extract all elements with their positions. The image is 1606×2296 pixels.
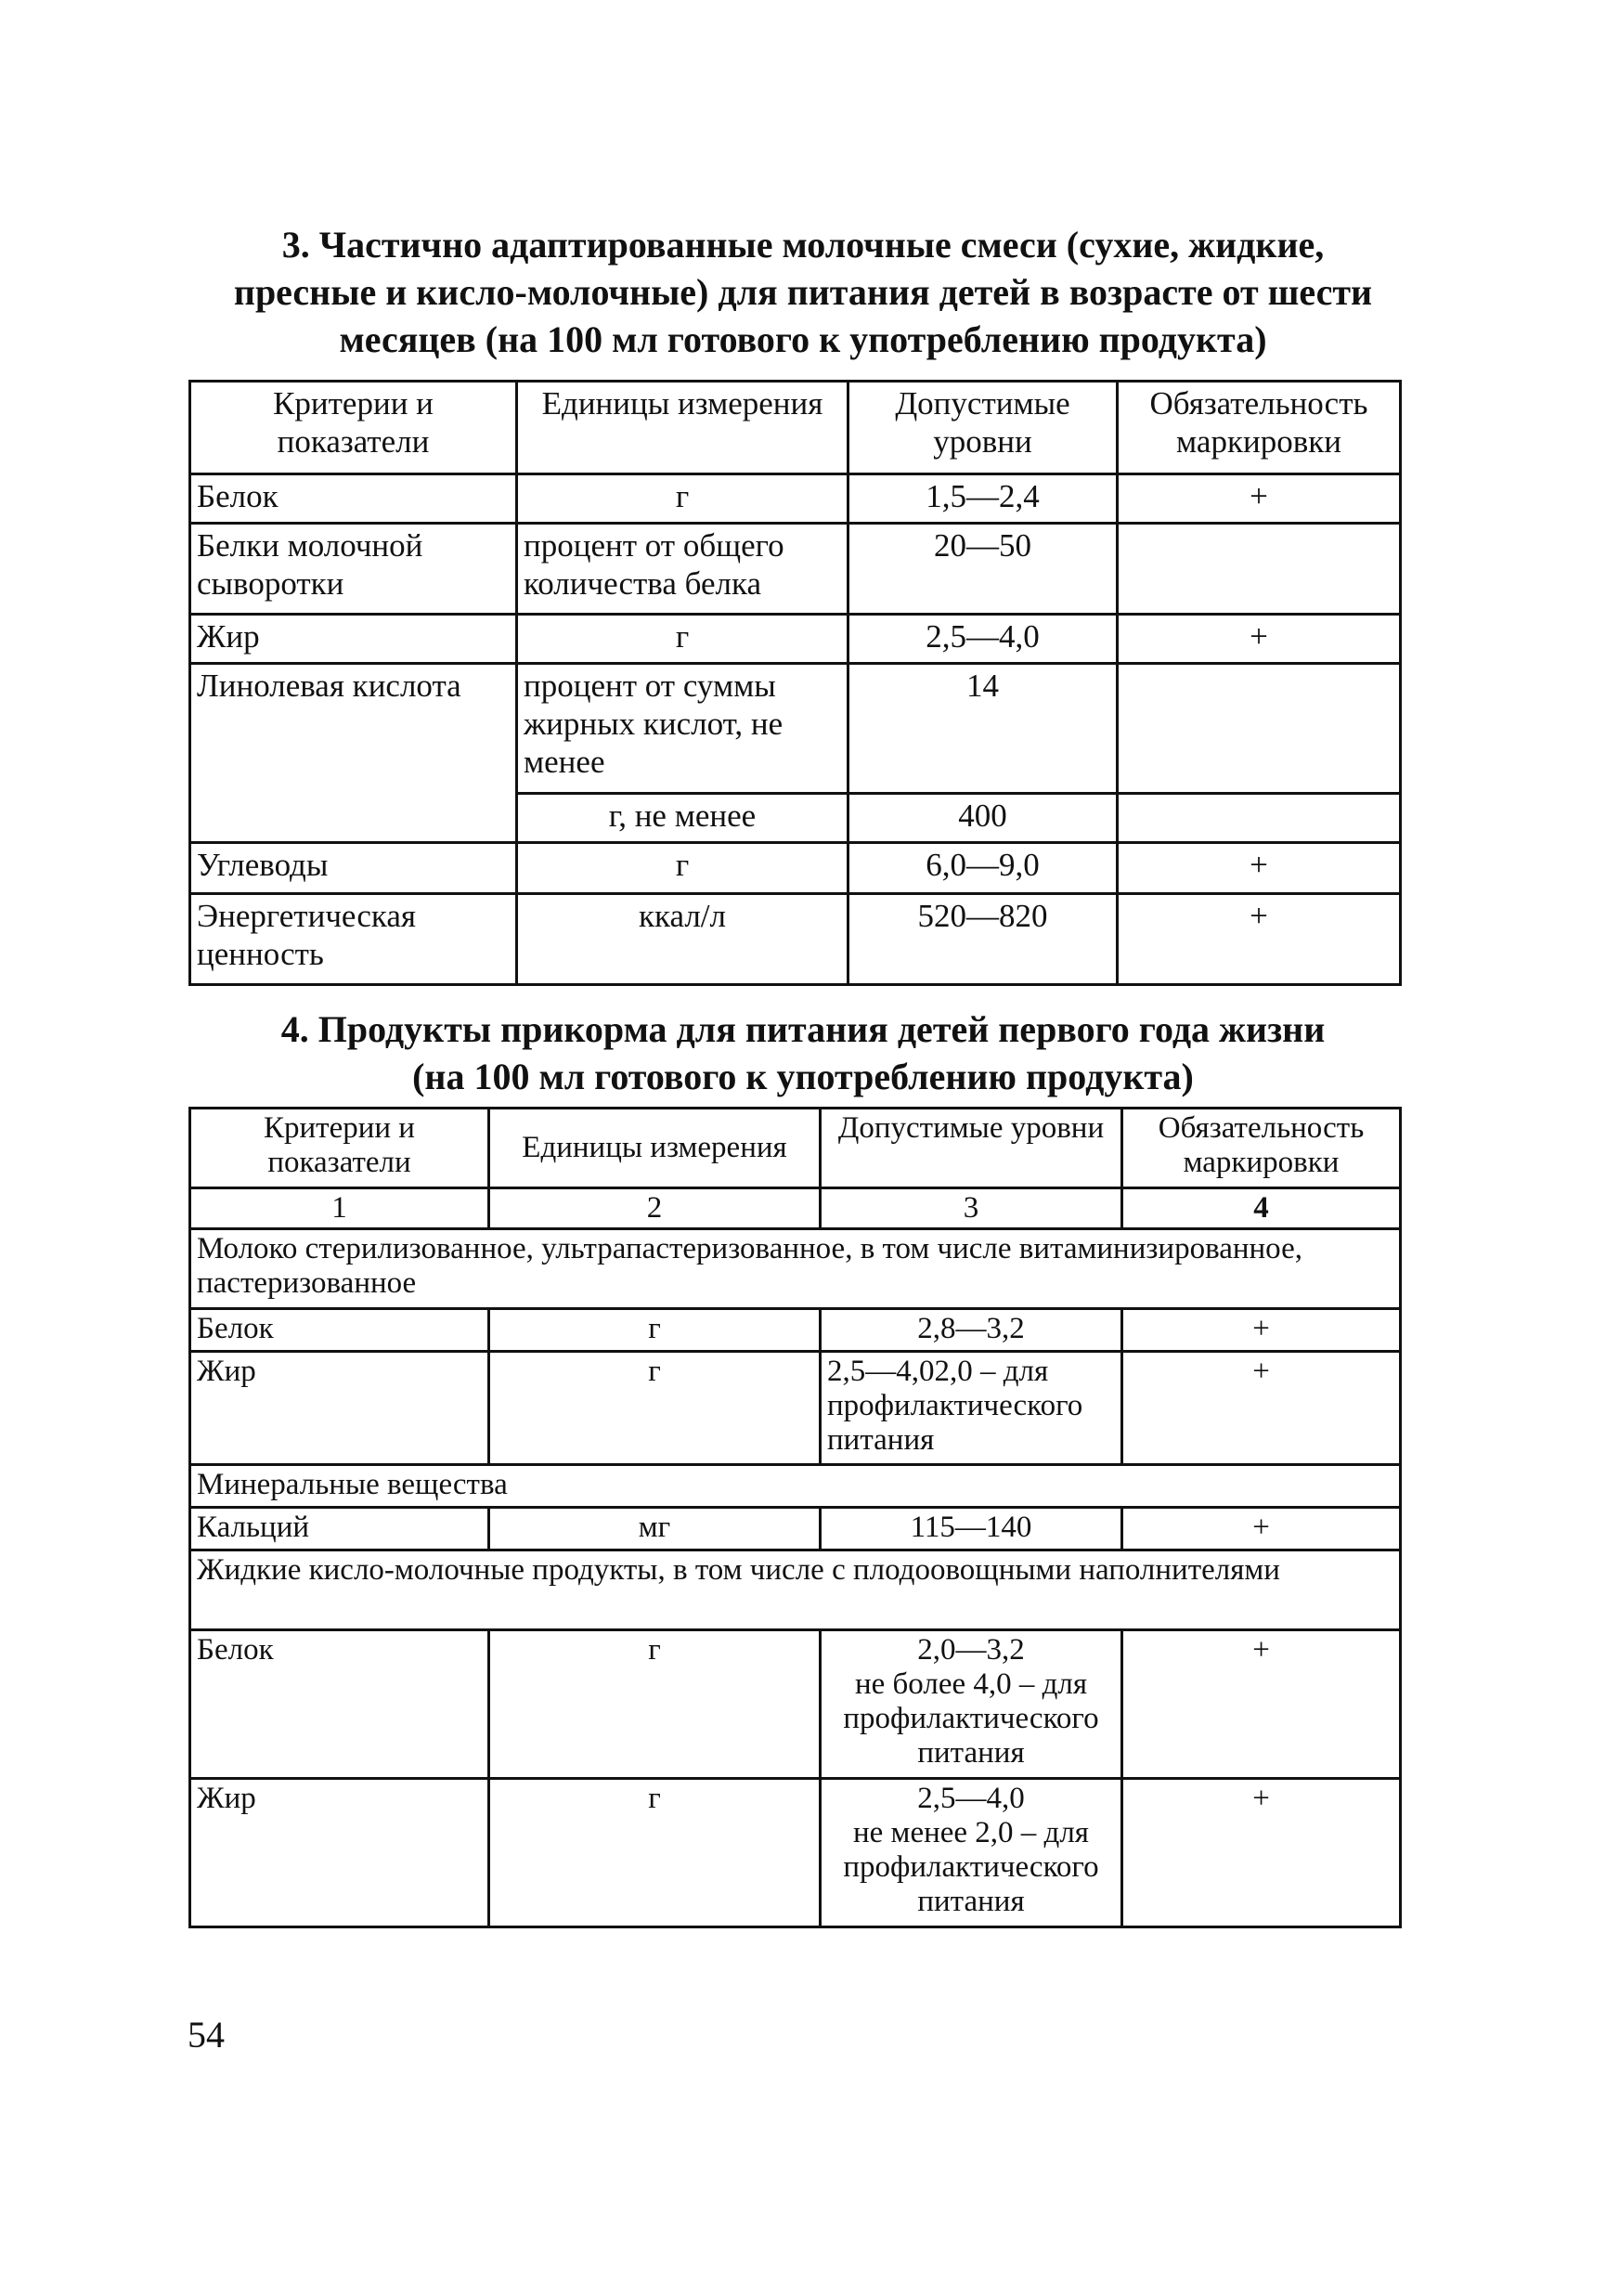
unit-cell: г — [489, 1779, 821, 1927]
unit-cell: мг — [489, 1508, 821, 1550]
table-row — [190, 1508, 1401, 1550]
criterion-cell: Жир — [190, 1352, 489, 1465]
labeling-cell: + — [1118, 474, 1401, 524]
section-3-title — [186, 221, 1420, 363]
level-cell: 2,5—4,0 — [848, 615, 1118, 664]
table-complementary-foods — [188, 1107, 1402, 1928]
labeling-cell: + — [1122, 1352, 1401, 1465]
group-row — [190, 1229, 1401, 1309]
group-row — [190, 1550, 1401, 1630]
labeling-cell: + — [1118, 843, 1401, 894]
table-partially-adapted-formulas — [188, 380, 1402, 986]
labeling-cell: + — [1118, 615, 1401, 664]
criterion-cell: Линолевая кислота — [190, 664, 517, 843]
header-units: Единицы измерения — [517, 382, 848, 474]
table-row — [190, 664, 1401, 794]
section-3-title-line-3: месяцев (на 100 мл готового к употреблению продукта) — [339, 318, 1267, 360]
table-row — [190, 1352, 1401, 1465]
table-header-row — [190, 1109, 1401, 1188]
section-4-title — [186, 1005, 1420, 1100]
level-cell: 2,8—3,2 — [821, 1309, 1122, 1352]
level-line: питания — [917, 1736, 1025, 1770]
level-cell: 6,0—9,0 — [848, 843, 1118, 894]
table-header-row — [190, 382, 1401, 474]
column-number: 4 — [1122, 1188, 1401, 1229]
labeling-cell: + — [1122, 1779, 1401, 1927]
table-row — [190, 615, 1401, 664]
unit-cell: процент от суммы жирных кислот, не менее — [517, 664, 848, 794]
table-row — [190, 474, 1401, 524]
group-label-minerals: Минеральные вещества — [190, 1465, 1401, 1508]
labeling-cell — [1118, 524, 1401, 615]
level-line: не более 4,0 – для — [854, 1667, 1088, 1701]
level-cell: 115—140 — [821, 1508, 1122, 1550]
criterion-cell: Белок — [190, 1309, 489, 1352]
column-number: 2 — [489, 1188, 821, 1229]
section-4-title-line-1: 4. Продукты прикорма для питания детей первого года жизни — [280, 1008, 1326, 1050]
header-criteria: Критерии и показатели — [190, 382, 517, 474]
unit-cell: г — [489, 1352, 821, 1465]
level-cell: 20—50 — [848, 524, 1118, 615]
header-labeling: Обязательность маркировки — [1118, 382, 1401, 474]
criterion-cell: Белки молочной сыворотки — [190, 524, 517, 615]
unit-cell: г, не менее — [517, 794, 848, 843]
criterion-cell: Кальций — [190, 1508, 489, 1550]
column-number: 3 — [821, 1188, 1122, 1229]
page-number: 54 — [188, 2014, 225, 2056]
level-line: не менее 2,0 – для — [853, 1816, 1089, 1849]
unit-cell: г — [517, 615, 848, 664]
level-cell: 2,5—4,02,0 – для профилактического питания — [821, 1352, 1122, 1465]
labeling-cell: + — [1122, 1630, 1401, 1779]
labeling-cell: + — [1118, 894, 1401, 985]
table-row — [190, 1309, 1401, 1352]
labeling-cell: + — [1122, 1508, 1401, 1550]
level-cell: 14 — [848, 664, 1118, 794]
column-number: 1 — [190, 1188, 489, 1229]
level-cell — [821, 1630, 1122, 1779]
section-4-title-line-2: (на 100 мл готового к употреблению продукта) — [412, 1056, 1194, 1097]
table-row — [190, 1630, 1401, 1779]
unit-cell: г — [517, 843, 848, 894]
criterion-cell: Энергетическая ценность — [190, 894, 517, 985]
criterion-cell: Углеводы — [190, 843, 517, 894]
level-cell — [821, 1779, 1122, 1927]
level-line: 2,0—3,2 — [917, 1633, 1025, 1667]
unit-cell: процент от общего количества белка — [517, 524, 848, 615]
header-units: Единицы измерения — [489, 1109, 821, 1188]
criterion-cell: Жир — [190, 1779, 489, 1927]
group-label-milk: Молоко стерилизованное, ультрапастеризованное, в том числе витаминизированное, пастеризованное — [190, 1229, 1401, 1309]
level-cell: 520—820 — [848, 894, 1118, 985]
table-row — [190, 524, 1401, 615]
criterion-cell: Жир — [190, 615, 517, 664]
header-levels: Допустимые уровни — [821, 1109, 1122, 1188]
table-row — [190, 1779, 1401, 1927]
labeling-cell: + — [1122, 1309, 1401, 1352]
group-row — [190, 1465, 1401, 1508]
labeling-cell — [1118, 664, 1401, 794]
header-labeling: Обязательность маркировки — [1122, 1109, 1401, 1188]
table-row — [190, 843, 1401, 894]
level-line: профилактического — [843, 1850, 1099, 1884]
labeling-cell — [1118, 794, 1401, 843]
group-label-fermented: Жидкие кисло-молочные продукты, в том числе с плодоовощными наполнителями — [190, 1550, 1401, 1630]
table-row — [190, 894, 1401, 985]
criterion-cell: Белок — [190, 1630, 489, 1779]
criterion-cell: Белок — [190, 474, 517, 524]
section-3-title-line-1: 3. Частично адаптированные молочные смеси (сухие, жидкие, — [281, 224, 1325, 266]
header-levels: Допустимые уровни — [848, 382, 1118, 474]
unit-cell: г — [517, 474, 848, 524]
column-number-row — [190, 1188, 1401, 1229]
level-line: профилактического — [843, 1702, 1099, 1735]
level-cell: 400 — [848, 794, 1118, 843]
level-line: питания — [917, 1885, 1025, 1918]
unit-cell: г — [489, 1630, 821, 1779]
header-criteria: Критерии и показатели — [190, 1109, 489, 1188]
unit-cell: г — [489, 1309, 821, 1352]
unit-cell: ккал/л — [517, 894, 848, 985]
level-line: 2,5—4,0 — [917, 1782, 1025, 1815]
level-cell: 1,5—2,4 — [848, 474, 1118, 524]
section-3-title-line-2: пресные и кисло-молочные) для питания детей в возрасте от шести — [233, 271, 1373, 313]
